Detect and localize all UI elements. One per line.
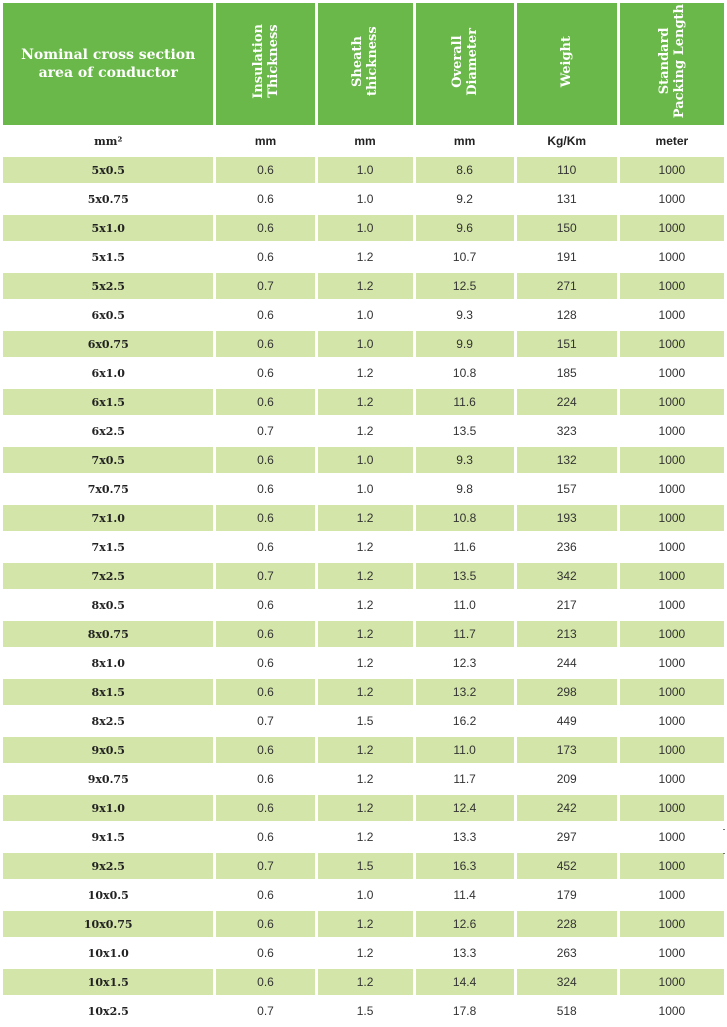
table-row (3, 853, 724, 879)
cell-weight: 151 (517, 331, 617, 357)
cell-overall-diameter: 11.6 (416, 389, 514, 415)
cell-packing-length: 1000 (658, 308, 686, 322)
cell-insulation-thickness: 0.6 (257, 366, 274, 380)
unit-diameter: mm (453, 134, 476, 148)
cell-cross-section: 9x0.75 (87, 772, 129, 786)
cell-packing-length: 1000 (620, 505, 724, 531)
cell-sheath-thickness: 1.2 (318, 679, 413, 705)
cell-packing-length: 1000 (658, 250, 686, 264)
table-row (3, 592, 724, 618)
cell-overall-diameter: 17.8 (452, 1004, 477, 1018)
cell-overall-diameter: 9.3 (416, 447, 514, 473)
cell-packing-length: 1000 (620, 795, 724, 821)
cell-cross-section: 9x0.5 (3, 737, 213, 763)
cell-insulation-thickness: 0.6 (257, 888, 274, 902)
cell-packing-length: 1000 (620, 447, 724, 473)
cell-insulation-thickness: 0.6 (216, 215, 314, 241)
cell-cross-section: 8x0.75 (3, 621, 213, 647)
cell-weight: 179 (556, 888, 577, 902)
cell-packing-length: 1000 (620, 737, 724, 763)
edge-mark (723, 829, 725, 830)
unit-weight: Kg/Km (547, 134, 587, 148)
cell-cross-section: 6x1.0 (91, 366, 125, 380)
cell-insulation-thickness: 0.6 (216, 795, 314, 821)
cell-cross-section: 6x0.75 (3, 331, 213, 357)
cell-insulation-thickness: 0.6 (216, 621, 314, 647)
cell-cross-section: 8x1.5 (3, 679, 213, 705)
cell-cross-section: 9x1.0 (3, 795, 213, 821)
cell-insulation-thickness: 0.6 (257, 946, 274, 960)
cell-insulation-thickness: 0.6 (257, 308, 274, 322)
table-row (3, 331, 724, 357)
header-insulation-thickness (216, 3, 314, 125)
cell-cross-section: 5x0.75 (87, 192, 129, 206)
cell-overall-diameter: 11.0 (416, 737, 514, 763)
cell-overall-diameter: 10.8 (452, 366, 477, 380)
cell-weight: 297 (556, 830, 577, 844)
table-row (3, 563, 724, 589)
cell-overall-diameter: 10.8 (416, 505, 514, 531)
cell-packing-length: 1000 (620, 331, 724, 357)
table-row (3, 969, 724, 995)
cell-sheath-thickness: 1.2 (318, 273, 413, 299)
cell-sheath-thickness: 1.2 (356, 772, 374, 786)
cell-insulation-thickness: 0.6 (257, 830, 274, 844)
cell-overall-diameter: 9.6 (416, 215, 514, 241)
cell-weight: 131 (556, 192, 577, 206)
cell-sheath-thickness: 1.2 (356, 250, 374, 264)
cell-sheath-thickness: 1.2 (356, 540, 374, 554)
cell-sheath-thickness: 1.2 (318, 795, 413, 821)
cell-packing-length: 1000 (658, 830, 686, 844)
cell-sheath-thickness: 1.5 (356, 714, 374, 728)
cell-overall-diameter: 9.3 (456, 308, 473, 322)
table-row (3, 447, 724, 473)
table-row (3, 679, 724, 705)
unit-insulation: mm (254, 134, 277, 148)
table-row (3, 186, 724, 212)
table-row (3, 215, 724, 241)
cell-weight: 209 (556, 772, 577, 786)
cell-insulation-thickness: 0.7 (257, 424, 274, 438)
cell-packing-length: 1000 (658, 482, 686, 496)
table-row (3, 940, 724, 966)
table-row (3, 476, 724, 502)
cell-weight: 110 (517, 157, 617, 183)
cell-sheath-thickness: 1.2 (356, 946, 374, 960)
cell-insulation-thickness: 0.7 (257, 1004, 274, 1018)
cell-sheath-thickness: 1.2 (356, 424, 374, 438)
unit-cross-section: mm² (94, 134, 123, 148)
cell-packing-length: 1000 (620, 389, 724, 415)
cell-cross-section: 7x0.75 (87, 482, 129, 496)
header-overall-diameter-label: Overall Diameter (449, 27, 480, 96)
cell-overall-diameter: 12.6 (416, 911, 514, 937)
cell-overall-diameter: 12.4 (416, 795, 514, 821)
table-row (3, 708, 724, 734)
cell-cross-section: 9x2.5 (3, 853, 213, 879)
cell-insulation-thickness: 0.6 (257, 656, 274, 670)
cell-cross-section: 10x1.5 (3, 969, 213, 995)
header-nominal-cross-section: Nominal cross section area of conductor (3, 3, 213, 125)
cell-cross-section: 6x2.5 (91, 424, 125, 438)
unit-sheath: mm (354, 134, 376, 148)
cell-insulation-thickness: 0.6 (216, 737, 314, 763)
cell-cross-section: 7x1.0 (3, 505, 213, 531)
table-row (3, 650, 724, 676)
cell-weight: 323 (556, 424, 577, 438)
cell-packing-length: 1000 (658, 540, 686, 554)
cell-cross-section: 7x0.5 (3, 447, 213, 473)
cell-weight: 452 (517, 853, 617, 879)
cell-cross-section: 10x2.5 (87, 1004, 129, 1018)
header-sheath-thickness-label: Sheath thickness (350, 26, 381, 97)
units-row (3, 128, 724, 154)
cell-weight: 449 (556, 714, 577, 728)
cell-sheath-thickness: 1.2 (356, 656, 374, 670)
table-row (3, 766, 724, 792)
cell-weight: 191 (556, 250, 577, 264)
cell-insulation-thickness: 0.6 (257, 772, 274, 786)
table-row (3, 418, 724, 444)
cell-sheath-thickness: 1.2 (318, 621, 413, 647)
cell-weight: 217 (556, 598, 577, 612)
cell-overall-diameter: 9.9 (416, 331, 514, 357)
cell-cross-section: 9x1.5 (91, 830, 125, 844)
cell-weight: 324 (517, 969, 617, 995)
cell-weight: 228 (517, 911, 617, 937)
cell-cross-section: 10x0.75 (3, 911, 213, 937)
cell-packing-length: 1000 (658, 888, 686, 902)
cell-packing-length: 1000 (658, 366, 686, 380)
cell-cross-section: 7x1.5 (91, 540, 125, 554)
cell-overall-diameter: 11.7 (453, 772, 476, 786)
header-insulation-thickness-label: Insulation Thickness (250, 24, 281, 99)
cell-sheath-thickness: 1.0 (356, 308, 374, 322)
cell-weight: 193 (517, 505, 617, 531)
header-overall-diameter (416, 3, 514, 125)
cell-overall-diameter: 16.2 (452, 714, 477, 728)
cell-packing-length: 1000 (620, 273, 724, 299)
cell-packing-length: 1000 (658, 772, 686, 786)
cell-sheath-thickness: 1.2 (318, 911, 413, 937)
cell-overall-diameter: 11.6 (453, 540, 476, 554)
cell-weight: 236 (556, 540, 577, 554)
cell-insulation-thickness: 0.7 (216, 563, 314, 589)
edge-mark (723, 853, 725, 854)
cell-overall-diameter: 13.2 (416, 679, 514, 705)
cell-packing-length: 1000 (620, 621, 724, 647)
cell-insulation-thickness: 0.7 (257, 714, 274, 728)
table-row (3, 389, 724, 415)
cell-sheath-thickness: 1.2 (318, 505, 413, 531)
cell-insulation-thickness: 0.6 (257, 598, 274, 612)
cell-overall-diameter: 12.5 (416, 273, 514, 299)
cell-overall-diameter: 12.3 (452, 656, 477, 670)
cell-packing-length: 1000 (620, 157, 724, 183)
cell-sheath-thickness: 1.0 (318, 215, 413, 241)
cell-sheath-thickness: 1.0 (356, 192, 374, 206)
table-row (3, 621, 724, 647)
cell-insulation-thickness: 0.7 (216, 853, 314, 879)
cell-packing-length: 1000 (658, 946, 686, 960)
cell-insulation-thickness: 0.6 (216, 157, 314, 183)
cell-sheath-thickness: 1.0 (356, 888, 374, 902)
table-row (3, 273, 724, 299)
cell-weight: 157 (556, 482, 577, 496)
cell-sheath-thickness: 1.0 (318, 157, 413, 183)
cable-spec-table-container (3, 3, 724, 1024)
cell-insulation-thickness: 0.6 (216, 389, 314, 415)
cell-cross-section: 10x0.5 (87, 888, 129, 902)
table-row (3, 157, 724, 183)
cell-weight: 263 (556, 946, 577, 960)
header-row (3, 3, 724, 125)
cell-cross-section: 5x1.0 (3, 215, 213, 241)
header-weight (517, 3, 617, 125)
cell-cross-section: 8x1.0 (91, 656, 125, 670)
cell-sheath-thickness: 1.5 (356, 1004, 374, 1018)
cell-overall-diameter: 9.2 (456, 192, 473, 206)
cell-cross-section: 8x0.5 (91, 598, 125, 612)
cell-packing-length: 1000 (620, 969, 724, 995)
cell-sheath-thickness: 1.2 (318, 969, 413, 995)
cell-insulation-thickness: 0.6 (216, 331, 314, 357)
cell-sheath-thickness: 1.2 (318, 389, 413, 415)
cell-insulation-thickness: 0.6 (216, 911, 314, 937)
header-standard-packing-length (620, 3, 724, 125)
cell-sheath-thickness: 1.2 (356, 366, 374, 380)
cell-cross-section: 7x2.5 (3, 563, 213, 589)
cell-packing-length: 1000 (620, 911, 724, 937)
cell-weight: 150 (517, 215, 617, 241)
cell-weight: 242 (517, 795, 617, 821)
cell-sheath-thickness: 1.2 (356, 830, 374, 844)
header-weight-label: Weight (559, 35, 575, 88)
cell-overall-diameter: 13.3 (452, 946, 477, 960)
cell-overall-diameter: 13.3 (452, 830, 477, 844)
table-row (3, 302, 724, 328)
table-row (3, 998, 724, 1024)
cell-sheath-thickness: 1.2 (318, 737, 413, 763)
cell-packing-length: 1000 (620, 215, 724, 241)
cell-weight: 271 (517, 273, 617, 299)
cell-weight: 244 (556, 656, 577, 670)
cell-weight: 128 (556, 308, 577, 322)
table-row (3, 882, 724, 908)
table-row (3, 505, 724, 531)
cell-overall-diameter: 10.7 (452, 250, 477, 264)
cell-packing-length: 1000 (620, 853, 724, 879)
header-standard-packing-length-label: Standard Packing Length (656, 4, 687, 119)
cell-packing-length: 1000 (620, 679, 724, 705)
cell-cross-section: 5x2.5 (3, 273, 213, 299)
cell-cross-section: 10x1.0 (87, 946, 129, 960)
cell-insulation-thickness: 0.7 (216, 273, 314, 299)
unit-packing-length: meter (655, 134, 689, 148)
table-row (3, 795, 724, 821)
cell-overall-diameter: 11.7 (416, 621, 514, 647)
cell-overall-diameter: 13.5 (416, 563, 514, 589)
cell-weight: 518 (556, 1004, 577, 1018)
cell-sheath-thickness: 1.0 (356, 482, 374, 496)
cell-sheath-thickness: 1.5 (318, 853, 413, 879)
cell-cross-section: 6x1.5 (3, 389, 213, 415)
cell-weight: 185 (556, 366, 577, 380)
cell-packing-length: 1000 (620, 563, 724, 589)
cell-insulation-thickness: 0.6 (216, 679, 314, 705)
cell-cross-section: 8x2.5 (91, 714, 125, 728)
cell-overall-diameter: 13.5 (452, 424, 477, 438)
cell-insulation-thickness: 0.6 (257, 192, 274, 206)
cell-overall-diameter: 14.4 (416, 969, 514, 995)
table-row (3, 360, 724, 386)
table-row (3, 911, 724, 937)
table-row (3, 737, 724, 763)
cell-insulation-thickness: 0.6 (216, 969, 314, 995)
cell-sheath-thickness: 1.0 (318, 331, 413, 357)
cell-sheath-thickness: 1.2 (356, 598, 374, 612)
cell-overall-diameter: 11.0 (453, 598, 476, 612)
cell-sheath-thickness: 1.0 (318, 447, 413, 473)
cell-overall-diameter: 16.3 (416, 853, 514, 879)
cell-packing-length: 1000 (658, 192, 686, 206)
cell-overall-diameter: 8.6 (416, 157, 514, 183)
cell-cross-section: 5x0.5 (3, 157, 213, 183)
table-row (3, 244, 724, 270)
cell-weight: 224 (517, 389, 617, 415)
table-row (3, 534, 724, 560)
cell-sheath-thickness: 1.2 (318, 563, 413, 589)
cell-packing-length: 1000 (658, 656, 686, 670)
cell-weight: 213 (517, 621, 617, 647)
cell-overall-diameter: 9.8 (456, 482, 473, 496)
cell-insulation-thickness: 0.6 (257, 540, 274, 554)
cell-weight: 173 (517, 737, 617, 763)
cell-cross-section: 5x1.5 (91, 250, 125, 264)
cell-packing-length: 1000 (658, 598, 686, 612)
cell-overall-diameter: 11.4 (453, 888, 476, 902)
header-sheath-thickness (318, 3, 413, 125)
cell-weight: 298 (517, 679, 617, 705)
cell-packing-length: 1000 (658, 424, 686, 438)
cell-cross-section: 6x0.5 (91, 308, 125, 322)
cell-packing-length: 1000 (658, 1004, 686, 1018)
cell-insulation-thickness: 0.6 (257, 482, 274, 496)
cell-packing-length: 1000 (658, 714, 686, 728)
cell-weight: 342 (517, 563, 617, 589)
cell-insulation-thickness: 0.6 (257, 250, 274, 264)
table-row (3, 824, 724, 850)
cell-insulation-thickness: 0.6 (216, 447, 314, 473)
cell-insulation-thickness: 0.6 (216, 505, 314, 531)
cell-weight: 132 (517, 447, 617, 473)
